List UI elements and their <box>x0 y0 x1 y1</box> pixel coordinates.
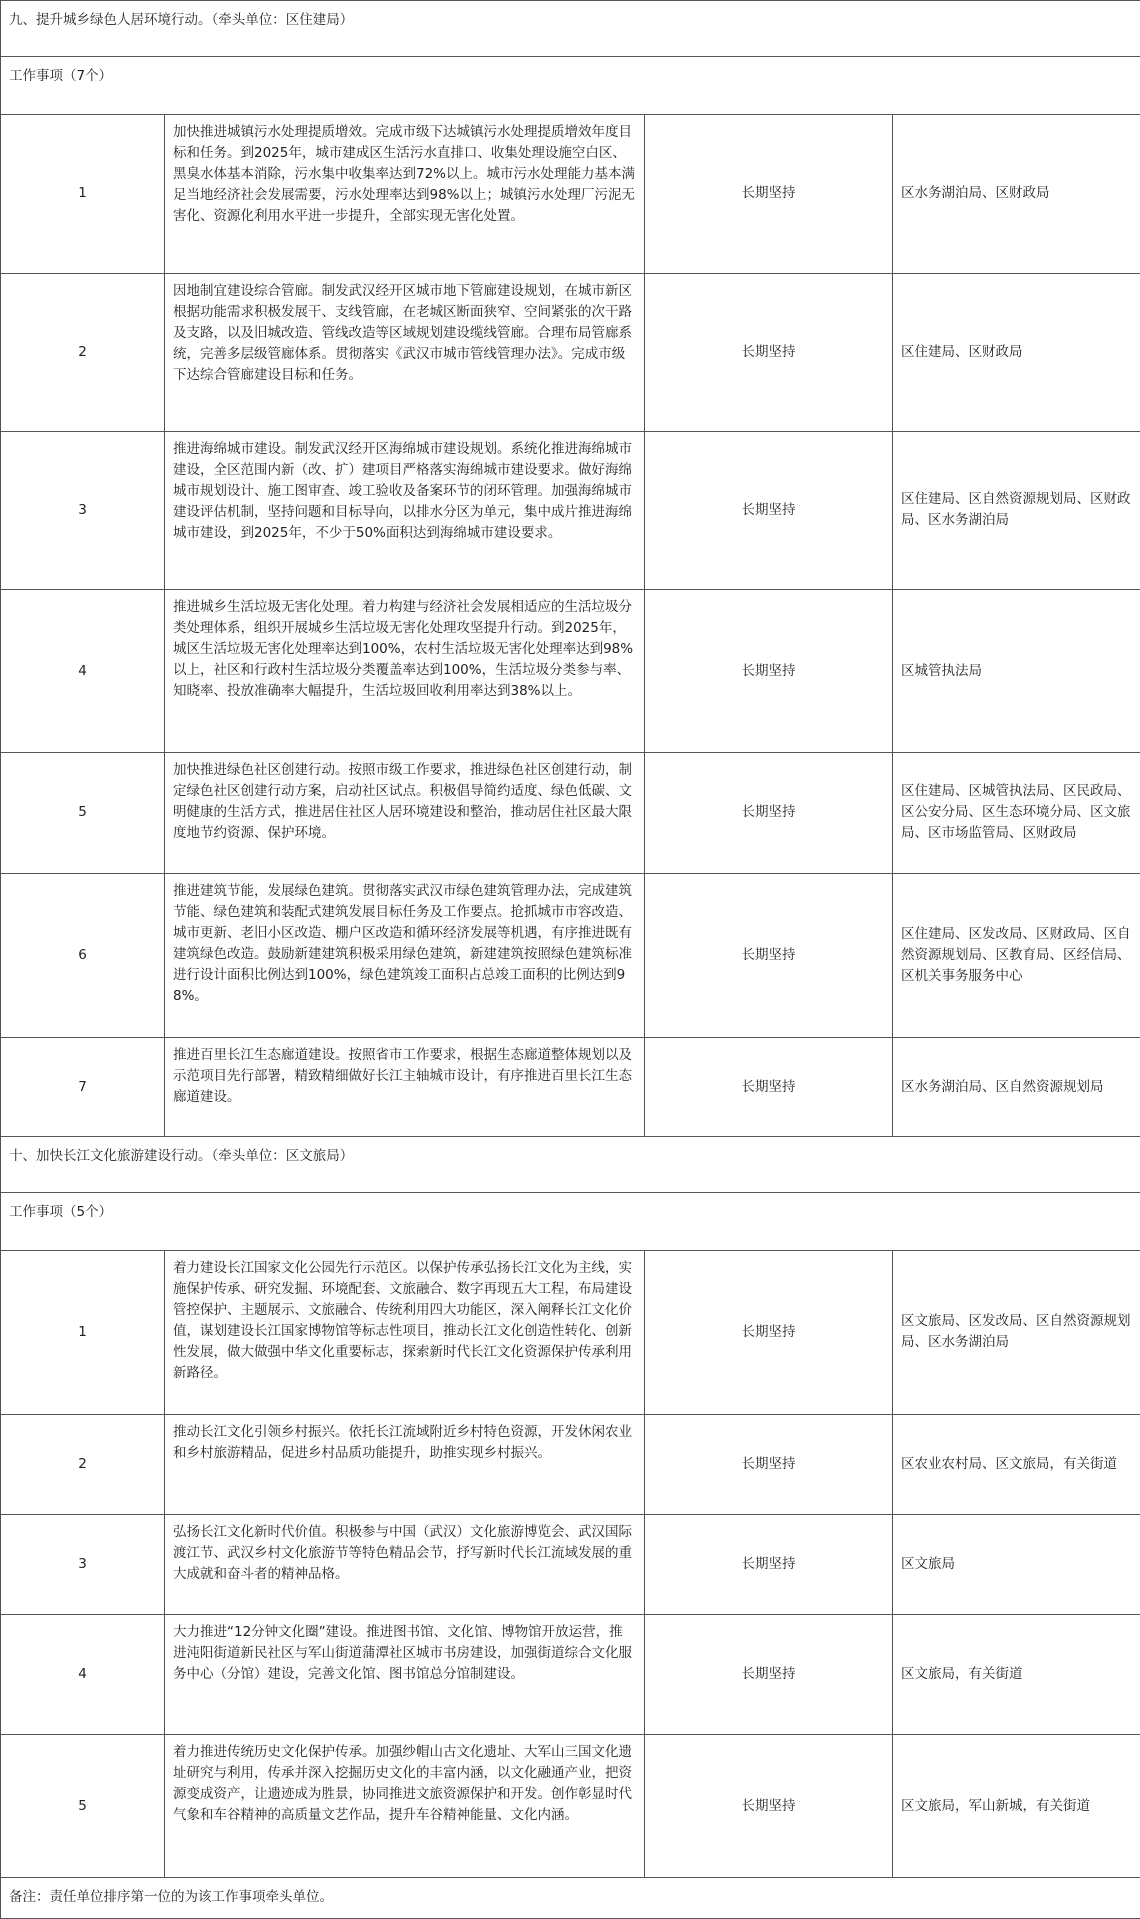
count-row <box>1 1193 1140 1251</box>
item-responsible-units: 区文旅局 <box>893 1514 1140 1614</box>
item-number: 4 <box>1 1614 165 1734</box>
table-row <box>1 1414 1140 1514</box>
item-term: 长期坚持 <box>645 431 893 589</box>
item-term: 长期坚持 <box>645 873 893 1037</box>
table-row <box>1 589 1140 752</box>
table-row <box>1 1251 1140 1414</box>
item-responsible-units: 区住建局、区城管执法局、区民政局、区公安分局、区生态环境分局、区文旅局、区市场监管局、区财政局 <box>893 753 1140 873</box>
table-row <box>1 1614 1140 1734</box>
item-term: 长期坚持 <box>645 1614 893 1734</box>
item-number: 6 <box>1 873 165 1037</box>
table-row <box>1 1038 1140 1137</box>
item-responsible-units: 区水务湖泊局、区自然资源规划局 <box>893 1038 1140 1137</box>
section-header-row <box>1 1137 1140 1193</box>
section-title: 十、加快长江文化旅游建设行动。（牵头单位：区文旅局） <box>1 1137 1140 1193</box>
item-responsible-units: 区农业农村局、区文旅局，有关街道 <box>893 1414 1140 1514</box>
item-number: 3 <box>1 1514 165 1614</box>
task-count-label: 工作事项（7个） <box>1 57 1140 115</box>
item-term: 长期坚持 <box>645 1735 893 1878</box>
item-description: 推动长江文化引领乡村振兴。依托长江流域附近乡村特色资源，开发休闲农业和乡村旅游精品，促进乡村品质功能提升，助推实现乡村振兴。 <box>165 1414 645 1514</box>
section-title: 九、提升城乡绿色人居环境行动。（牵头单位：区住建局） <box>1 1 1140 57</box>
item-description: 大力推进“12分钟文化圈”建设。推进图书馆、文化馆、博物馆开放运营，推进沌阳街道新民社区与军山街道蒲潭社区城市书房建设，加强街道综合文化服务中心（分馆）建设，完善文化馆、图书馆总分馆制建设。 <box>165 1614 645 1734</box>
count-row <box>1 57 1140 115</box>
table-row <box>1 873 1140 1037</box>
item-number: 1 <box>1 115 165 273</box>
item-term: 长期坚持 <box>645 1514 893 1614</box>
table-row <box>1 1514 1140 1614</box>
item-description: 推进百里长江生态廊道建设。按照省市工作要求，根据生态廊道整体规划以及示范项目先行部署，精致精细做好长江主轴城市设计，有序推进百里长江生态廊道建设。 <box>165 1038 645 1137</box>
item-term: 长期坚持 <box>645 1251 893 1414</box>
item-responsible-units: 区住建局、区发改局、区财政局、区自然资源规划局、区教育局、区经信局、区机关事务服务中心 <box>893 873 1140 1037</box>
section-header-row <box>1 1 1140 57</box>
item-description: 推进建筑节能，发展绿色建筑。贯彻落实武汉市绿色建筑管理办法，完成建筑节能、绿色建筑和装配式建筑发展目标任务及工作要点。抢抓城市市容改造、城市更新、老旧小区改造、棚户区改造和循环经济发展等机遇，有序推进既有建筑绿色改造。鼓励新建建筑积极采用绿色建筑，新建建筑按照绿色建筑标准进行设计面积比例达到100%，绿色建筑竣工面积占总竣工面积的比例达到98%。 <box>165 873 645 1037</box>
item-term: 长期坚持 <box>645 1414 893 1514</box>
item-term: 长期坚持 <box>645 753 893 873</box>
item-description: 因地制宜建设综合管廊。制发武汉经开区城市地下管廊建设规划，在城市新区根据功能需求积极发展干、支线管廊，在老城区断面狭窄、空间紧张的次干路及支路，以及旧城改造、管线改造等区域规划建设缆线管廊。合理布局管廊系统，完善多层级管廊体系。贯彻落实《武汉市城市管线管理办法》。完成市级下达综合管廊建设目标和任务。 <box>165 273 645 431</box>
item-term: 长期坚持 <box>645 115 893 273</box>
table-row <box>1 1735 1140 1878</box>
item-description: 加快推进城镇污水处理提质增效。完成市级下达城镇污水处理提质增效年度目标和任务。到2025年，城市建成区生活污水直排口、收集处理设施空白区、黑臭水体基本消除，污水集中收集率达到72%以上。城市污水处理能力基本满足当地经济社会发展需要，污水处理率达到98%以上；城镇污水处理厂污泥无害化、资源化利用水平进一步提升，全部实现无害化处置。 <box>165 115 645 273</box>
item-number: 5 <box>1 753 165 873</box>
item-responsible-units: 区水务湖泊局、区财政局 <box>893 115 1140 273</box>
item-responsible-units: 区城管执法局 <box>893 589 1140 752</box>
item-description: 着力推进传统历史文化保护传承。加强纱帽山古文化遗址、大军山三国文化遗址研究与利用，传承并深入挖掘历史文化的丰富内涵，以文化融通产业，把资源变成资产，让遗迹成为胜景，协同推进文旅资源保护和开发。创作彰显时代气象和车谷精神的高质量文艺作品，提升车谷精神能量、文化内涵。 <box>165 1735 645 1878</box>
item-description: 加快推进绿色社区创建行动。按照市级工作要求，推进绿色社区创建行动，制定绿色社区创建行动方案，启动社区试点。积极倡导简约适度、绿色低碳、文明健康的生活方式，推进居住社区人居环境建设和整治，推动居住社区最大限度地节约资源、保护环境。 <box>165 753 645 873</box>
table-row <box>1 115 1140 273</box>
item-number: 2 <box>1 1414 165 1514</box>
item-responsible-units: 区文旅局、区发改局、区自然资源规划局、区水务湖泊局 <box>893 1251 1140 1414</box>
note-row <box>1 1878 1140 1919</box>
table-row <box>1 273 1140 431</box>
item-description: 推进海绵城市建设。制发武汉经开区海绵城市建设规划。系统化推进海绵城市建设，全区范围内新（改、扩）建项目严格落实海绵城市建设要求。做好海绵城市规划设计、施工图审查、竣工验收及备案环节的闭环管理。加强海绵城市建设评估机制，坚持问题和目标导向，以排水分区为单元，集中成片推进海绵城市建设，到2025年，不少于50%面积达到海绵城市建设要求。 <box>165 431 645 589</box>
footnote: 备注：责任单位排序第一位的为该工作事项牵头单位。 <box>1 1878 1140 1919</box>
item-term: 长期坚持 <box>645 589 893 752</box>
item-number: 4 <box>1 589 165 752</box>
item-number: 2 <box>1 273 165 431</box>
item-description: 着力建设长江国家文化公园先行示范区。以保护传承弘扬长江文化为主线，实施保护传承、研究发掘、环境配套、文旅融合、数字再现五大工程，布局建设管控保护、主题展示、文旅融合、传统利用四大功能区，深入阐释长江文化价值，谋划建设长江国家博物馆等标志性项目，推动长江文化创造性转化、创新性发展，做大做强中华文化重要标志，探索新时代长江文化资源保护传承利用新路径。 <box>165 1251 645 1414</box>
item-number: 1 <box>1 1251 165 1414</box>
table-row <box>1 431 1140 589</box>
table-row <box>1 753 1140 873</box>
item-responsible-units: 区住建局、区财政局 <box>893 273 1140 431</box>
item-number: 3 <box>1 431 165 589</box>
item-responsible-units: 区文旅局，军山新城，有关街道 <box>893 1735 1140 1878</box>
item-description: 弘扬长江文化新时代价值。积极参与中国（武汉）文化旅游博览会、武汉国际渡江节、武汉乡村文化旅游节等特色精品会节，抒写新时代长江流域发展的重大成就和奋斗者的精神品格。 <box>165 1514 645 1614</box>
item-term: 长期坚持 <box>645 1038 893 1137</box>
item-term: 长期坚持 <box>645 273 893 431</box>
item-description: 推进城乡生活垃圾无害化处理。着力构建与经济社会发展相适应的生活垃圾分类处理体系，组织开展城乡生活垃圾无害化处理攻坚提升行动。到2025年，城区生活垃圾无害化处理率达到100%，农村生活垃圾无害化处理率达到98%以上，社区和行政村生活垃圾分类覆盖率达到100%，生活垃圾分类参与率、知晓率、投放准确率大幅提升，生活垃圾回收利用率达到38%以上。 <box>165 589 645 752</box>
task-count-label: 工作事项（5个） <box>1 1193 1140 1251</box>
item-responsible-units: 区文旅局，有关街道 <box>893 1614 1140 1734</box>
item-number: 7 <box>1 1038 165 1137</box>
item-number: 5 <box>1 1735 165 1878</box>
item-responsible-units: 区住建局、区自然资源规划局、区财政局、区水务湖泊局 <box>893 431 1140 589</box>
